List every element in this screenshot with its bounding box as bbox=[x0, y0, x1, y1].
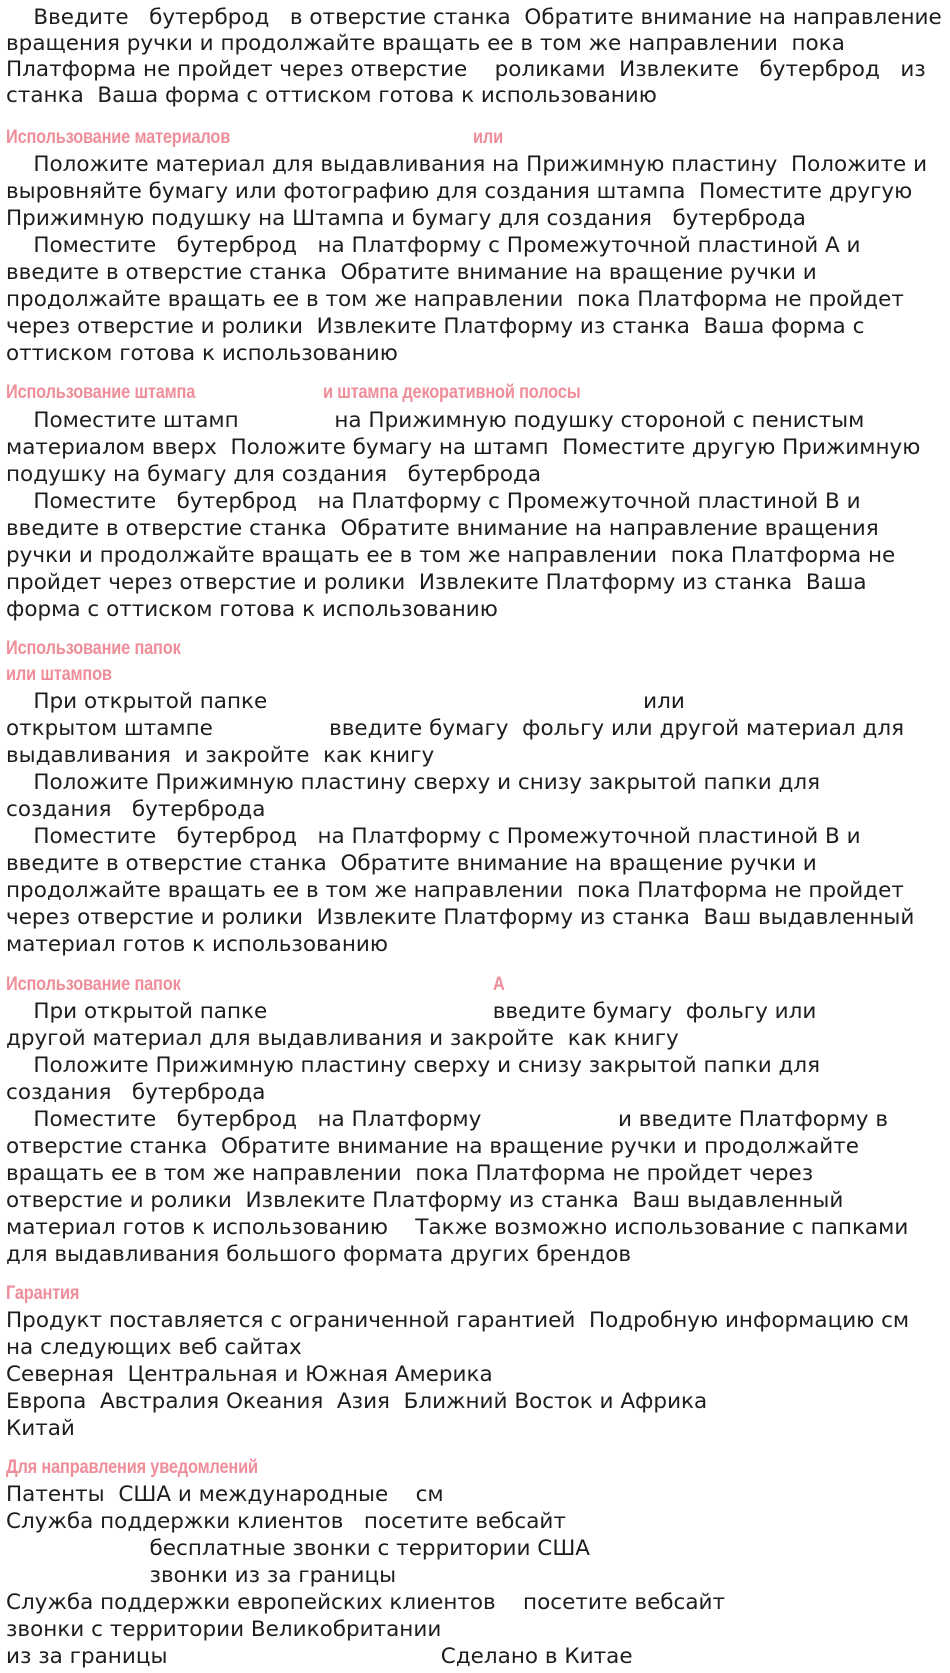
paragraph-line: пройдет через отверстие и ролики Извлеките Платформу из станка Ваша bbox=[6, 570, 867, 595]
paragraph-line: При открытой папке введите бумагу фольгу или bbox=[6, 999, 817, 1024]
paragraph-line: открытом штампе введите бумагу фольгу или другой материал для bbox=[6, 716, 905, 741]
paragraph-line: продолжайте вращать ее в том же направлении пока Платформа не пройдет bbox=[6, 878, 904, 903]
paragraph-line: Поместите штамп на Прижимную подушку стороной с пенистым bbox=[6, 408, 865, 433]
section-heading: А bbox=[493, 974, 505, 995]
section-heading: Для направления уведомлений bbox=[6, 1457, 258, 1478]
paragraph-line: Положите Прижимную пластину сверху и снизу закрытой папки для bbox=[6, 1053, 821, 1078]
intro-line: Введите бутерброд в отверстие станка Обратите внимание на направление bbox=[6, 5, 942, 30]
paragraph-line: материал готов к использованию Также возможно использование с папками bbox=[6, 1215, 909, 1240]
paragraph-line: Поместите бутерброд на Платформу с Промежуточной пластиной В и bbox=[6, 824, 861, 849]
paragraph-line: оттиском готова к использованию bbox=[6, 341, 398, 366]
paragraph-line: введите в отверстие станка Обратите внимание на направление вращения bbox=[6, 516, 879, 541]
paragraph-line: для выдавливания большого формата других брендов bbox=[6, 1242, 632, 1267]
section-heading: Гарантия bbox=[6, 1283, 80, 1304]
paragraph-line: Поместите бутерброд на Платформу и введите Платформу в bbox=[6, 1107, 889, 1132]
paragraph-line: звонки с территории Великобритании bbox=[6, 1617, 442, 1642]
intro-line: вращения ручки и продолжайте вращать ее в том же направлении пока bbox=[6, 31, 845, 56]
paragraph-line: Продукт поставляется с ограниченной гарантией Подробную информацию см bbox=[6, 1308, 910, 1333]
paragraph-line: продолжайте вращать ее в том же направлении пока Платформа не пройдет bbox=[6, 287, 904, 312]
section-heading: Использование папок bbox=[6, 638, 181, 659]
paragraph-line: Северная Центральная и Южная Америка bbox=[6, 1362, 493, 1387]
paragraph-line: Прижимную подушку на Штампа и бумагу для создания бутерброда bbox=[6, 206, 806, 231]
paragraph-line: Служба поддержки европейских клиентов посетите вебсайт bbox=[6, 1590, 726, 1615]
paragraph-line: отверстие и ролики Извлеките Платформу из станка Ваш выдавленный bbox=[6, 1188, 844, 1213]
paragraph-line: через отверстие и ролики Извлеките Платформу из станка Ваш выдавленный bbox=[6, 905, 915, 930]
paragraph-line: Европа Австралия Океания Азия Ближний Восток и Африка bbox=[6, 1389, 708, 1414]
paragraph-line: При открытой папке или bbox=[6, 689, 685, 714]
paragraph-line: через отверстие и ролики Извлеките Платформу из станка Ваша форма с bbox=[6, 314, 865, 339]
paragraph-line: введите в отверстие станка Обратите внимание на вращение ручки и bbox=[6, 851, 817, 876]
paragraph-line: материалом вверх Положите бумагу на штамп Поместите другую Прижимную bbox=[6, 435, 921, 460]
paragraph-line: Патенты США и международные см bbox=[6, 1482, 444, 1507]
paragraph-line: Положите Прижимную пластину сверху и снизу закрытой папки для bbox=[6, 770, 821, 795]
paragraph-line: создания бутерброда bbox=[6, 797, 266, 822]
section-heading: или штампов bbox=[6, 664, 112, 685]
section-heading: и штампа декоративной полосы bbox=[323, 382, 581, 403]
intro-line: Платформа не пройдет через отверстие роликами Извлеките бутерброд из bbox=[6, 57, 926, 82]
paragraph-line: ручки и продолжайте вращать ее в том же направлении пока Платформа не bbox=[6, 543, 896, 568]
paragraph-line: Положите материал для выдавливания на Прижимную пластину Положите и bbox=[6, 152, 928, 177]
paragraph-line: материал готов к использованию bbox=[6, 932, 388, 957]
paragraph-line: форма с оттиском готова к использованию bbox=[6, 597, 498, 622]
paragraph-line: создания бутерброда bbox=[6, 1080, 266, 1105]
section-heading: Использование материалов bbox=[6, 127, 231, 148]
paragraph-line: отверстие станка Обратите внимание на вращение ручки и продолжайте bbox=[6, 1134, 859, 1159]
paragraph-line: бесплатные звонки с территории США bbox=[6, 1536, 591, 1561]
paragraph-line: другой материал для выдавливания и закройте как книгу bbox=[6, 1026, 679, 1051]
paragraph-line: Поместите бутерброд на Платформу с Промежуточной пластиной А и bbox=[6, 233, 861, 258]
paragraph-line: Поместите бутерброд на Платформу с Промежуточной пластиной В и bbox=[6, 489, 861, 514]
section-heading: Использование штампа bbox=[6, 382, 196, 403]
section-heading: Использование папок bbox=[6, 974, 181, 995]
paragraph-line: выровняйте бумагу или фотографию для создания штампа Поместите другую bbox=[6, 179, 913, 204]
section-heading: или bbox=[473, 127, 503, 148]
paragraph-line: из за границы Сделано в Китае bbox=[6, 1644, 633, 1669]
paragraph-line: на следующих веб сайтах bbox=[6, 1335, 302, 1360]
paragraph-line: звонки из за границы bbox=[6, 1563, 397, 1588]
paragraph-line: введите в отверстие станка Обратите внимание на вращение ручки и bbox=[6, 260, 817, 285]
intro-line: станка Ваша форма с оттиском готова к использованию bbox=[6, 83, 657, 108]
paragraph-line: Служба поддержки клиентов посетите вебсайт bbox=[6, 1509, 566, 1534]
paragraph-line: вращать ее в том же направлении пока Платформа не пройдет через bbox=[6, 1161, 814, 1186]
paragraph-line: выдавливания и закройте как книгу bbox=[6, 743, 435, 768]
paragraph-line: подушку на бумагу для создания бутерброда bbox=[6, 462, 542, 487]
paragraph-line: Китай bbox=[6, 1416, 75, 1441]
